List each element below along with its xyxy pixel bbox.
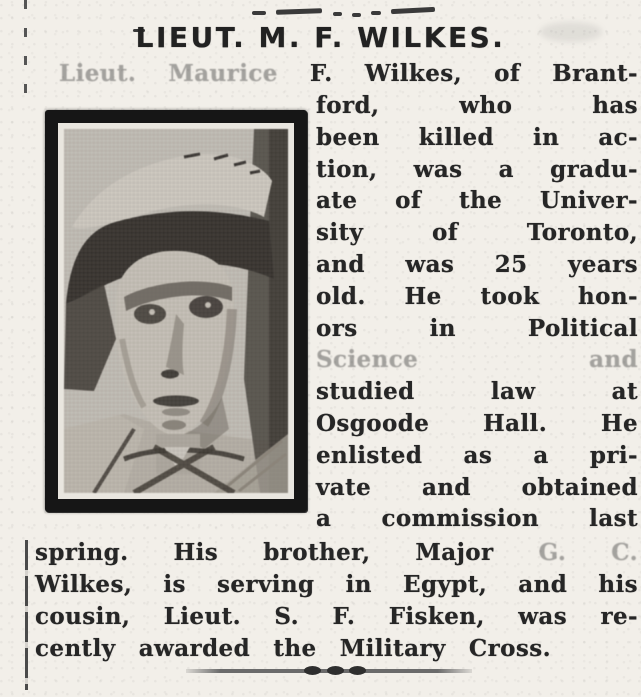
column-line: been killed in ac- xyxy=(316,123,638,151)
column-line: enlisted as a pri- xyxy=(316,441,638,469)
portrait-halftone-image xyxy=(64,129,288,493)
paragraph-line-faded-text: G. C. xyxy=(493,539,639,566)
column-rule-bottom xyxy=(25,540,28,690)
torn-rule-fragment xyxy=(352,13,361,17)
divider-dot xyxy=(327,666,344,675)
column-line: ors in Political xyxy=(316,314,638,342)
torn-rule-fragment xyxy=(252,11,266,15)
torn-rule-fragment xyxy=(391,7,435,14)
torn-rule-fragment xyxy=(276,8,322,15)
column-line: ate of the Univer- xyxy=(316,187,638,215)
paragraph-line xyxy=(35,537,638,569)
end-of-article-divider xyxy=(186,669,472,673)
column-line: tion, was a gradu- xyxy=(316,155,638,183)
column-line: old. He took hon- xyxy=(316,282,638,310)
bottom-paragraph xyxy=(35,537,638,665)
divider-dot xyxy=(349,666,366,675)
article-column xyxy=(316,90,638,535)
column-line-faded: Science and xyxy=(316,346,638,374)
headline: LIEUT. M. F. WILKES. xyxy=(135,21,506,54)
torn-rule-fragment xyxy=(371,11,381,15)
column-line: ford, who has xyxy=(316,92,638,119)
column-rule-top xyxy=(24,0,27,112)
lead-clear-text: F. Wilkes, of Brant- xyxy=(277,60,638,87)
officer-portrait-photo xyxy=(45,110,307,512)
lead-line xyxy=(35,58,638,90)
paragraph-line-text: spring. His brother, Major xyxy=(35,539,494,566)
column-line: a commission last xyxy=(316,505,638,533)
column-line: Osgoode Hall. He xyxy=(316,409,638,437)
paragraph-line: Wilkes, is serving in Egypt, and his xyxy=(35,571,638,598)
lead-faded-text: Lieut. Maurice xyxy=(59,60,278,87)
column-line: vate and obtained xyxy=(316,473,638,501)
column-line: and was 25 years xyxy=(316,250,638,278)
column-line: sity of Toronto, xyxy=(316,219,638,247)
divider-dot xyxy=(304,666,321,675)
paragraph-line: cently awarded the Military Cross. xyxy=(35,635,551,662)
torn-rule-fragment xyxy=(333,12,342,16)
column-line: studied law at xyxy=(316,378,638,406)
paragraph-line: cousin, Lieut. S. F. Fisken, was re- xyxy=(35,603,638,630)
